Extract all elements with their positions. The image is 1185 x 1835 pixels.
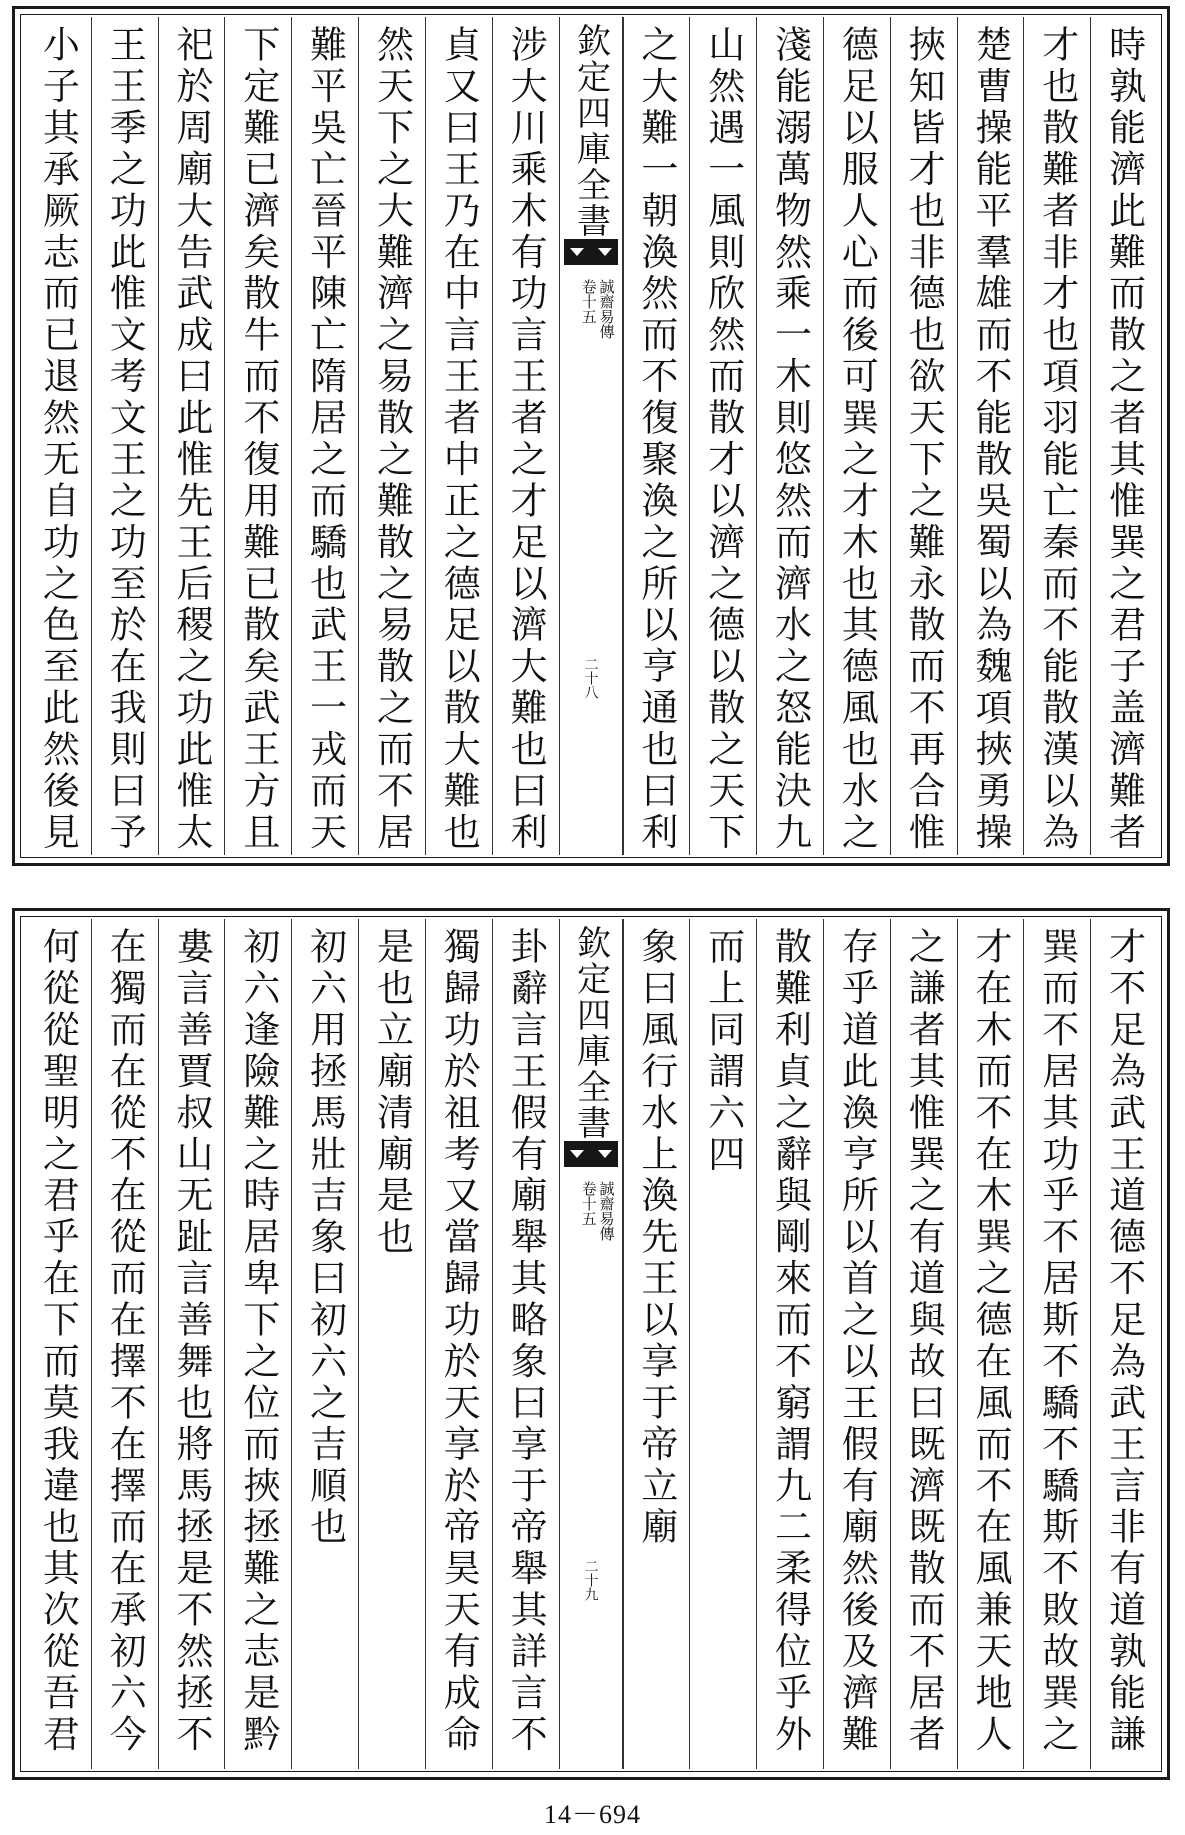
book-title: 誠齋易傳 xyxy=(597,1181,616,1241)
text-column xyxy=(492,17,559,855)
page-number: 14－694 xyxy=(543,1800,641,1829)
text-column xyxy=(358,919,425,1769)
text-column xyxy=(823,919,890,1769)
column-text: 巽而不居其功乎不居斯不驕不驕斯不敗故巽之 xyxy=(1035,927,1079,1756)
text-column xyxy=(158,919,225,1769)
column-text: 之謙者其惟巽之有道與故曰既濟既散而不居者 xyxy=(902,927,946,1756)
text-column xyxy=(623,919,690,1769)
text-column xyxy=(291,17,358,855)
text-column xyxy=(756,17,823,855)
column-text: 下定難已濟矣散牛而不復用難已散矣武王方且 xyxy=(236,25,280,854)
column-text: 初六逢險難之時居卑下之位而挾拯難之志是黔 xyxy=(236,927,280,1756)
column-text: 王王季之功此惟文考文王之功至於在我則曰予 xyxy=(103,25,147,854)
column-text: 難平吳亡晉平陳亡隋居之而驕也武王一戎而天 xyxy=(303,25,347,854)
banner-subtitle xyxy=(580,1181,614,1241)
juan-number: 卷十五 xyxy=(579,1181,598,1226)
column-text: 祀於周廟大告武成曰此惟先王后稷之功此惟太 xyxy=(170,25,214,854)
column-text: 獨歸功於祖考又當歸功於天享於帝昊天有成命 xyxy=(437,927,481,1756)
text-column xyxy=(158,17,225,855)
column-text: 挾知皆才也非德也欲天下之難永散而不再合惟 xyxy=(902,25,946,854)
column-text: 散難利貞之辭與剛來而不窮謂九二柔得位乎外 xyxy=(768,927,812,1756)
column-text: 德足以服人心而後可巽之才木也其德風也水之 xyxy=(835,25,879,854)
column-text: 然天下之大難濟之易散之難散之易散之而不居 xyxy=(370,25,414,854)
banner-title: 欽定四庫全書 xyxy=(570,23,611,240)
banner-title: 欽定四庫全書 xyxy=(570,925,611,1142)
text-column xyxy=(623,17,690,855)
text-columns xyxy=(25,919,1157,1769)
fish-tail-mark-icon xyxy=(564,239,618,265)
column-text: 象曰風行水上渙先王以享于帝立廟 xyxy=(634,927,678,1549)
text-column xyxy=(25,17,91,855)
text-column xyxy=(425,919,492,1769)
column-text: 楚曹操能平羣雄而不能散吳蜀以為魏項挾勇操 xyxy=(968,25,1012,854)
banner-subtitle xyxy=(580,279,614,339)
text-column xyxy=(890,17,957,855)
text-column xyxy=(1023,17,1090,855)
text-column xyxy=(224,919,291,1769)
column-text: 涉大川乘木有功言王者之才足以濟大難也曰利 xyxy=(504,25,548,854)
text-column xyxy=(91,919,158,1769)
folio-number: 二十九 xyxy=(582,1559,599,1601)
column-text: 才也散難者非才也項羽能亡秦而不能散漢以為 xyxy=(1035,25,1079,854)
book-title: 誠齋易傳 xyxy=(597,279,616,339)
text-column xyxy=(689,919,756,1769)
column-text: 存乎道此渙亨所以首之以王假有廟然後及濟難 xyxy=(835,927,879,1756)
column-text: 是也立廟清廟是也 xyxy=(370,927,414,1259)
column-text: 淺能溺萬物然乘一木則悠然而濟水之怒能決九 xyxy=(768,25,812,854)
text-column xyxy=(425,17,492,855)
folio-number: 二十八 xyxy=(582,657,599,699)
text-column xyxy=(224,17,291,855)
text-column xyxy=(689,17,756,855)
center-banner xyxy=(559,17,623,855)
text-column xyxy=(492,919,559,1769)
folio-page-upper xyxy=(12,6,1170,866)
column-text: 卦辭言王假有廟舉其略象曰享于帝舉其詳言不 xyxy=(504,927,548,1756)
column-text: 才在木而不在木巽之德在風而不在風兼天地人 xyxy=(968,927,1012,1756)
text-column xyxy=(1090,919,1157,1769)
text-column xyxy=(25,919,91,1769)
column-text: 之大難一朝渙然而不復聚渙之所以亨通也曰利 xyxy=(634,25,678,854)
text-column xyxy=(1090,17,1157,855)
folio-page-lower xyxy=(12,908,1170,1780)
column-text: 山然遇一風則欣然而散才以濟之德以散之天下 xyxy=(701,25,745,854)
text-column xyxy=(957,919,1024,1769)
text-column xyxy=(358,17,425,855)
fish-tail-mark-icon xyxy=(564,1141,618,1167)
column-text: 婁言善賈叔山无趾言善舞也將馬拯是不然拯不 xyxy=(170,927,214,1756)
text-columns xyxy=(25,17,1157,855)
column-text: 而上同謂六四 xyxy=(701,927,745,1176)
juan-number: 卷十五 xyxy=(579,279,598,324)
text-column xyxy=(823,17,890,855)
column-text: 才不足為武王道德不足為武王言非有道孰能謙 xyxy=(1102,927,1146,1756)
center-banner xyxy=(559,919,623,1769)
column-text: 貞又曰王乃在中言王者中正之德足以散大難也 xyxy=(437,25,481,854)
column-text: 時孰能濟此難而散之者其惟巽之君子盖濟難者 xyxy=(1102,25,1146,854)
text-column xyxy=(1023,919,1090,1769)
column-text: 初六用拯馬壯吉象曰初六之吉順也 xyxy=(303,927,347,1549)
column-text: 何從從聖明之君乎在下而莫我違也其次從吾君 xyxy=(36,927,80,1756)
text-column xyxy=(957,17,1024,855)
text-column xyxy=(890,919,957,1769)
text-column xyxy=(291,919,358,1769)
text-column xyxy=(756,919,823,1769)
text-column xyxy=(91,17,158,855)
column-text: 在獨而在從不在從而在擇不在擇而在承初六今 xyxy=(103,927,147,1756)
column-text: 小子其承厥志而已退然无自功之色至此然後見 xyxy=(36,25,80,854)
